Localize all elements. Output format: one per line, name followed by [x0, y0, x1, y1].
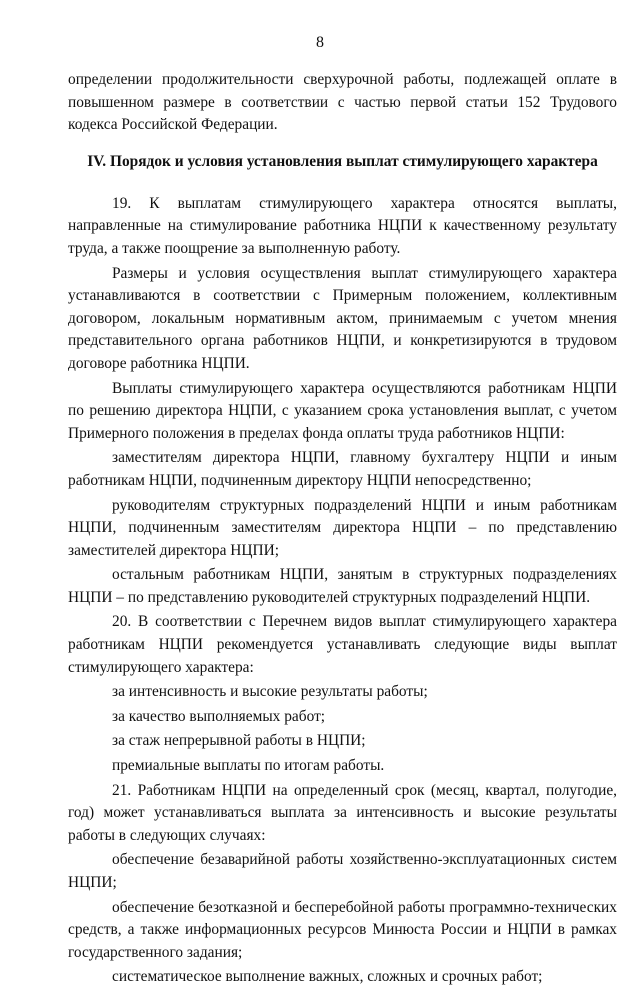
list-item-quality: за качество выполняемых работ;	[112, 707, 326, 725]
list-item-bonuses: премиальные выплаты по итогам работы.	[112, 757, 385, 775]
document-body	[68, 69, 617, 989]
paragraph-payments-decision: Выплаты стимулирующего характера осуществляются работникам НЦПИ по решению директора НЦПИ, с указанием срока установления выплат, с учетом Примерного положения в пределах фонда оплаты труда работников НЦПИ:	[68, 379, 617, 442]
page-number: 8	[316, 34, 324, 51]
paragraph-sizes-conditions: Размеры и условия осуществления выплат стимулирующего характера устанавливаются в соответствии с Примерным положением, коллективным договором, локальным нормативным актом, принимаемым с учетом мнения представительного органа работников НЦПИ, и конкретизируются в трудовом договоре работника НЦПИ.	[68, 264, 617, 372]
list-item-department-heads: руководителям структурных подразделений НЦПИ и иным работникам НЦПИ, подчиненным заместителям директора НЦПИ – по представлению заместителей директора НЦПИ;	[68, 496, 617, 559]
list-item-seniority: за стаж непрерывной работы в НЦПИ;	[112, 732, 366, 750]
section-heading: IV. Порядок и условия установления выплат стимулирующего характера	[87, 152, 598, 170]
paragraph-19: 19. К выплатам стимулирующего характера относятся выплаты, направленные на стимулирование работника НЦПИ к качественному результату труда, а также поощрение за выполненную работу.	[68, 194, 617, 257]
list-item-other-employees: остальным работникам НЦПИ, занятым в структурных подразделениях НЦПИ – по представлению руководителей структурных подразделений НЦПИ.	[68, 566, 617, 606]
list-item-trouble-free: обеспечение безаварийной работы хозяйственно-эксплуатационных систем НЦПИ;	[68, 851, 617, 891]
paragraph-20: 20. В соответствии с Перечнем видов выплат стимулирующего характера работникам НЦПИ рекомендуется устанавливать следующие виды выплат стимулирующего характера:	[68, 613, 617, 676]
paragraph-continuation: определении продолжительности сверхурочной работы, подлежащей оплате в повышенном размере в соответствии с частью первой статьи 152 Трудового кодекса Российской Федерации.	[68, 71, 617, 134]
list-item-deputies: заместителям директора НЦПИ, главному бухгалтеру НЦПИ и иным работникам НЦПИ, подчиненным директору НЦПИ непосредственно;	[68, 449, 617, 489]
list-item-systematic: систематическое выполнение важных, сложных и срочных работ;	[112, 968, 543, 986]
list-item-intensity: за интенсивность и высокие результаты работы;	[112, 683, 428, 701]
paragraph-21: 21. Работникам НЦПИ на определенный срок (месяц, квартал, полугодие, год) может устанавливаться выплата за интенсивность и высокие результаты работы в следующих случаях:	[68, 781, 617, 844]
list-item-failsafe: обеспечение безотказной и бесперебойной работы программно-технических средств, а также информационных ресурсов Минюста России и НЦПИ в рамках государственного задания;	[68, 898, 617, 961]
